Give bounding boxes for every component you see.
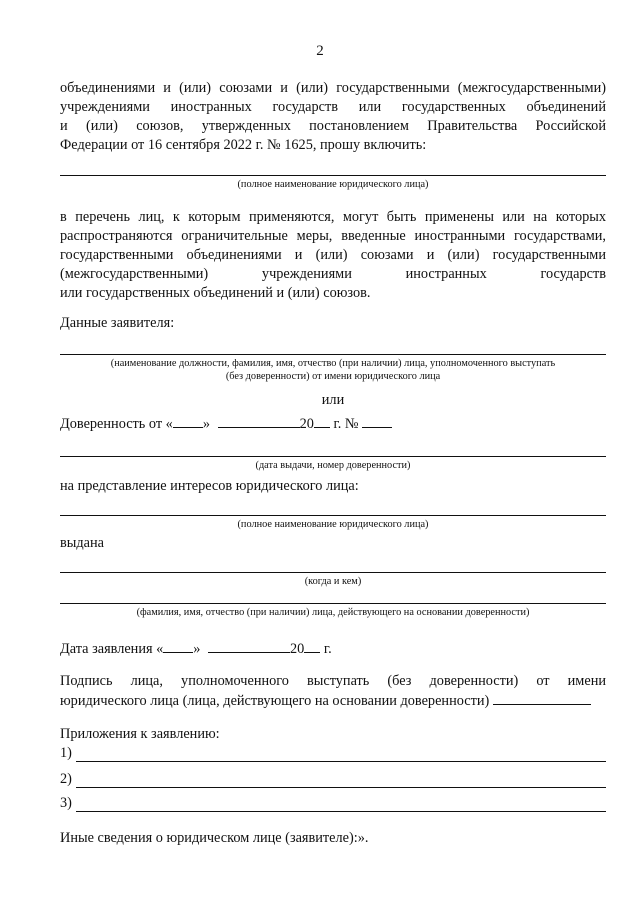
signature-line: Подпись лица, уполномоченного выступать (без доверенности) от имени [60,673,606,689]
page-number: 2 [316,43,324,59]
authorized-person-field[interactable] [60,354,606,355]
poa-number-label: г. № [329,416,359,432]
main-paragraph [60,208,606,303]
poa-year-field[interactable] [314,414,330,428]
poa-day-field[interactable] [173,414,203,428]
authorized-person-caption [60,357,606,383]
legal-entity-name-caption: (полное наименование юридического лица) [237,179,429,190]
main-line: в перечень лиц, к которым применяются, могут быть применены или на которых [60,209,606,225]
signature-paragraph [60,672,606,711]
attachment-number: 1) [60,745,72,761]
intro-line: Федерации от 16 сентября 2022 г. № 1625, прошу включить: [60,137,427,153]
poa-date-number-field[interactable] [60,456,606,457]
poa-close-quote: » [202,416,210,432]
signature-field[interactable] [493,691,591,705]
when-by-whom-caption: (когда и кем) [304,576,362,587]
poa-number-field[interactable] [362,414,392,428]
date-close-quote: » [193,641,201,657]
application-date-line [60,639,332,658]
main-line: или государственных объединений и (или) союзов. [60,285,371,301]
attachment-number: 2) [60,771,72,787]
attachment-number: 3) [60,795,72,811]
attachment-field[interactable] [76,761,606,762]
attachment-field[interactable] [76,787,606,788]
issued-label: выдана [60,535,104,551]
date-prefix: Дата заявления « [60,641,164,657]
applicant-data-label: Данные заявителя: [60,315,175,331]
authorized-person-caption-line: (без доверенности) от имени юридического лица [225,371,441,382]
date-year-prefix: 20 [290,641,305,657]
poa-person-caption: (фамилия, имя, отчество (при наличии) лица, действующего на основании доверенности) [136,607,530,618]
legal-entity-name-field-2[interactable] [60,515,606,516]
when-by-whom-field[interactable] [60,572,606,573]
main-line: государственными объединениями и (или) союзами и (или) государственными [60,247,606,263]
signature-line [60,691,606,711]
or-label: или [321,392,345,408]
poa-month-field[interactable] [218,414,300,428]
power-of-attorney-line [60,414,392,433]
signature-line-text: юридического лица (лица, действующего на основании доверенности) [60,693,490,709]
main-line: распространяются ограничительные меры, введенные иностранными государствами, [60,228,606,244]
legal-entity-name-field[interactable] [60,175,606,176]
date-day-field[interactable] [163,639,193,653]
attachment-row [60,795,606,814]
date-month-field[interactable] [208,639,290,653]
attachment-row [60,771,606,790]
authorized-person-caption-line: (наименование должности, фамилия, имя, отчество (при наличии) лица, уполномоченного выступать [110,358,556,369]
attachments-label: Приложения к заявлению: [60,726,220,742]
poa-prefix: Доверенность от « [60,416,173,432]
intro-line: и (или) союзов, утвержденных постановлением Правительства Российской [60,118,606,134]
representation-label: на представление интересов юридического лица: [60,478,359,494]
poa-person-field[interactable] [60,603,606,604]
date-year-suffix: г. [320,641,332,657]
intro-line: объединениями и (или) союзами и (или) государственными (межгосударственными) [60,80,606,96]
date-year-field[interactable] [304,639,320,653]
other-info-label: Иные сведения о юридическом лице (заявителе):». [60,830,369,846]
attachment-field[interactable] [76,811,606,812]
main-line: (межгосударственными) учреждениями иностранных государств [60,266,606,282]
attachment-row [60,745,606,764]
intro-paragraph [60,79,606,155]
legal-entity-name-caption-2: (полное наименование юридического лица) [237,519,429,530]
poa-year-prefix: 20 [299,416,314,432]
poa-date-number-caption: (дата выдачи, номер доверенности) [255,460,411,471]
intro-line: учреждениями иностранных государств или государственных объединений [60,99,606,115]
